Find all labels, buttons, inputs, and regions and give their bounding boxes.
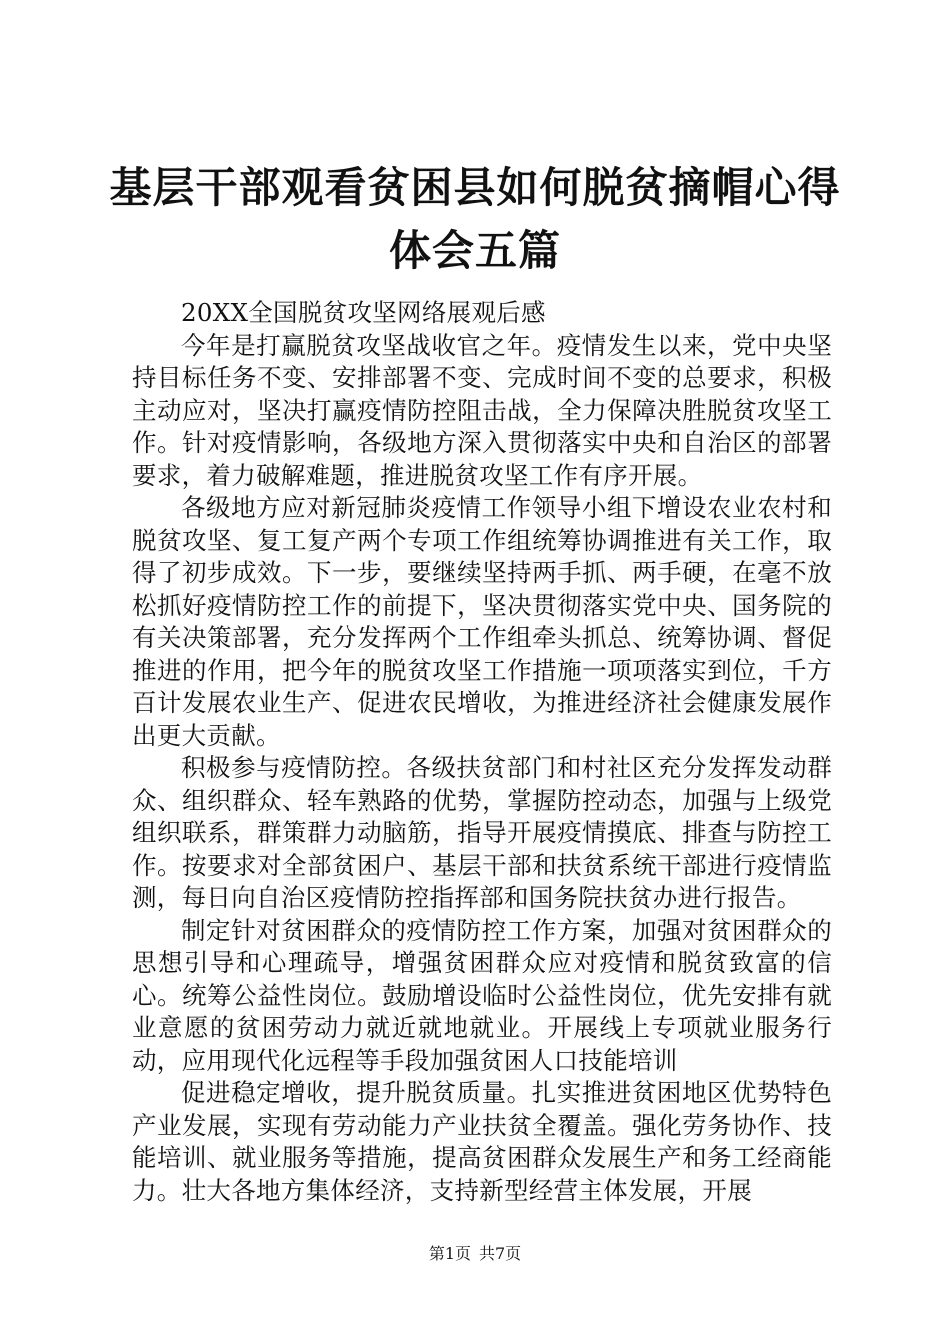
page-number-total: 共7页 [479, 1244, 522, 1263]
page-number-current: 第1页 [428, 1244, 471, 1263]
paragraph: 各级地方应对新冠肺炎疫情工作领导小组下增设农业农村和脱贫攻坚、复工复产两个专项工作组统筹协调推进有关工作，取得了初步成效。下一步，要继续坚持两手抓、两手硬，在毫不放松抓好疫情防控工作的前提下，坚决贯彻落实党中央、国务院的有关决策部署，充分发挥两个工作组牵头抓总、统筹协调、督促推进的作用，把今年的脱贫攻坚工作措施一项项落实到位，千方百计发展农业生产、促进农民增收，为推进经济社会健康发展作出更大贡献。 [132, 493, 832, 750]
document-body [132, 297, 832, 1207]
paragraph: 制定针对贫困群众的疫情防控工作方案，加强对贫困群众的思想引导和心理疏导，增强贫困群众应对疫情和脱贫致富的信心。统筹公益性岗位。鼓励增设临时公益性岗位，优先安排有就业意愿的贫困劳动力就近就地就业。开展线上专项就业服务行动，应用现代化远程等手段加强贫困人口技能培训 [132, 915, 832, 1075]
paragraph-subtitle: 20XX全国脱贫攻坚网络展观后感 [181, 298, 546, 327]
paragraph: 积极参与疫情防控。各级扶贫部门和村社区充分发挥发动群众、组织群众、轻车熟路的优势，掌握防控动态，加强与上级党组织联系，群策群力动脑筋，指导开展疫情摸底、排查与防控工作。按要求对全部贫困户、基层干部和扶贫系统干部进行疫情监测，每日向自治区疫情防控指挥部和国务院扶贫办进行报告。 [132, 753, 832, 912]
paragraph: 促进稳定增收，提升脱贫质量。扎实推进贫困地区优势特色产业发展，实现有劳动能力产业扶贫全覆盖。强化劳务协作、技能培训、就业服务等措施，提高贫困群众发展生产和务工经商能力。壮大各地方集体经济，支持新型经营主体发展，开展 [132, 1078, 832, 1205]
document-title: 基层干部观看贫困县如何脱贫摘帽心得体会五篇 [109, 163, 841, 275]
paragraph: 今年是打赢脱贫攻坚战收官之年。疫情发生以来，党中央坚持目标任务不变、安排部署不变、完成时间不变的总要求，积极主动应对，坚决打赢疫情防控阻击战，全力保障决胜脱贫攻坚工作。针对疫情影响，各级地方深入贯彻落实中央和自治区的部署要求，着力破解难题，推进脱贫攻坚工作有序开展。 [132, 330, 832, 490]
page-footer [0, 1244, 950, 1264]
